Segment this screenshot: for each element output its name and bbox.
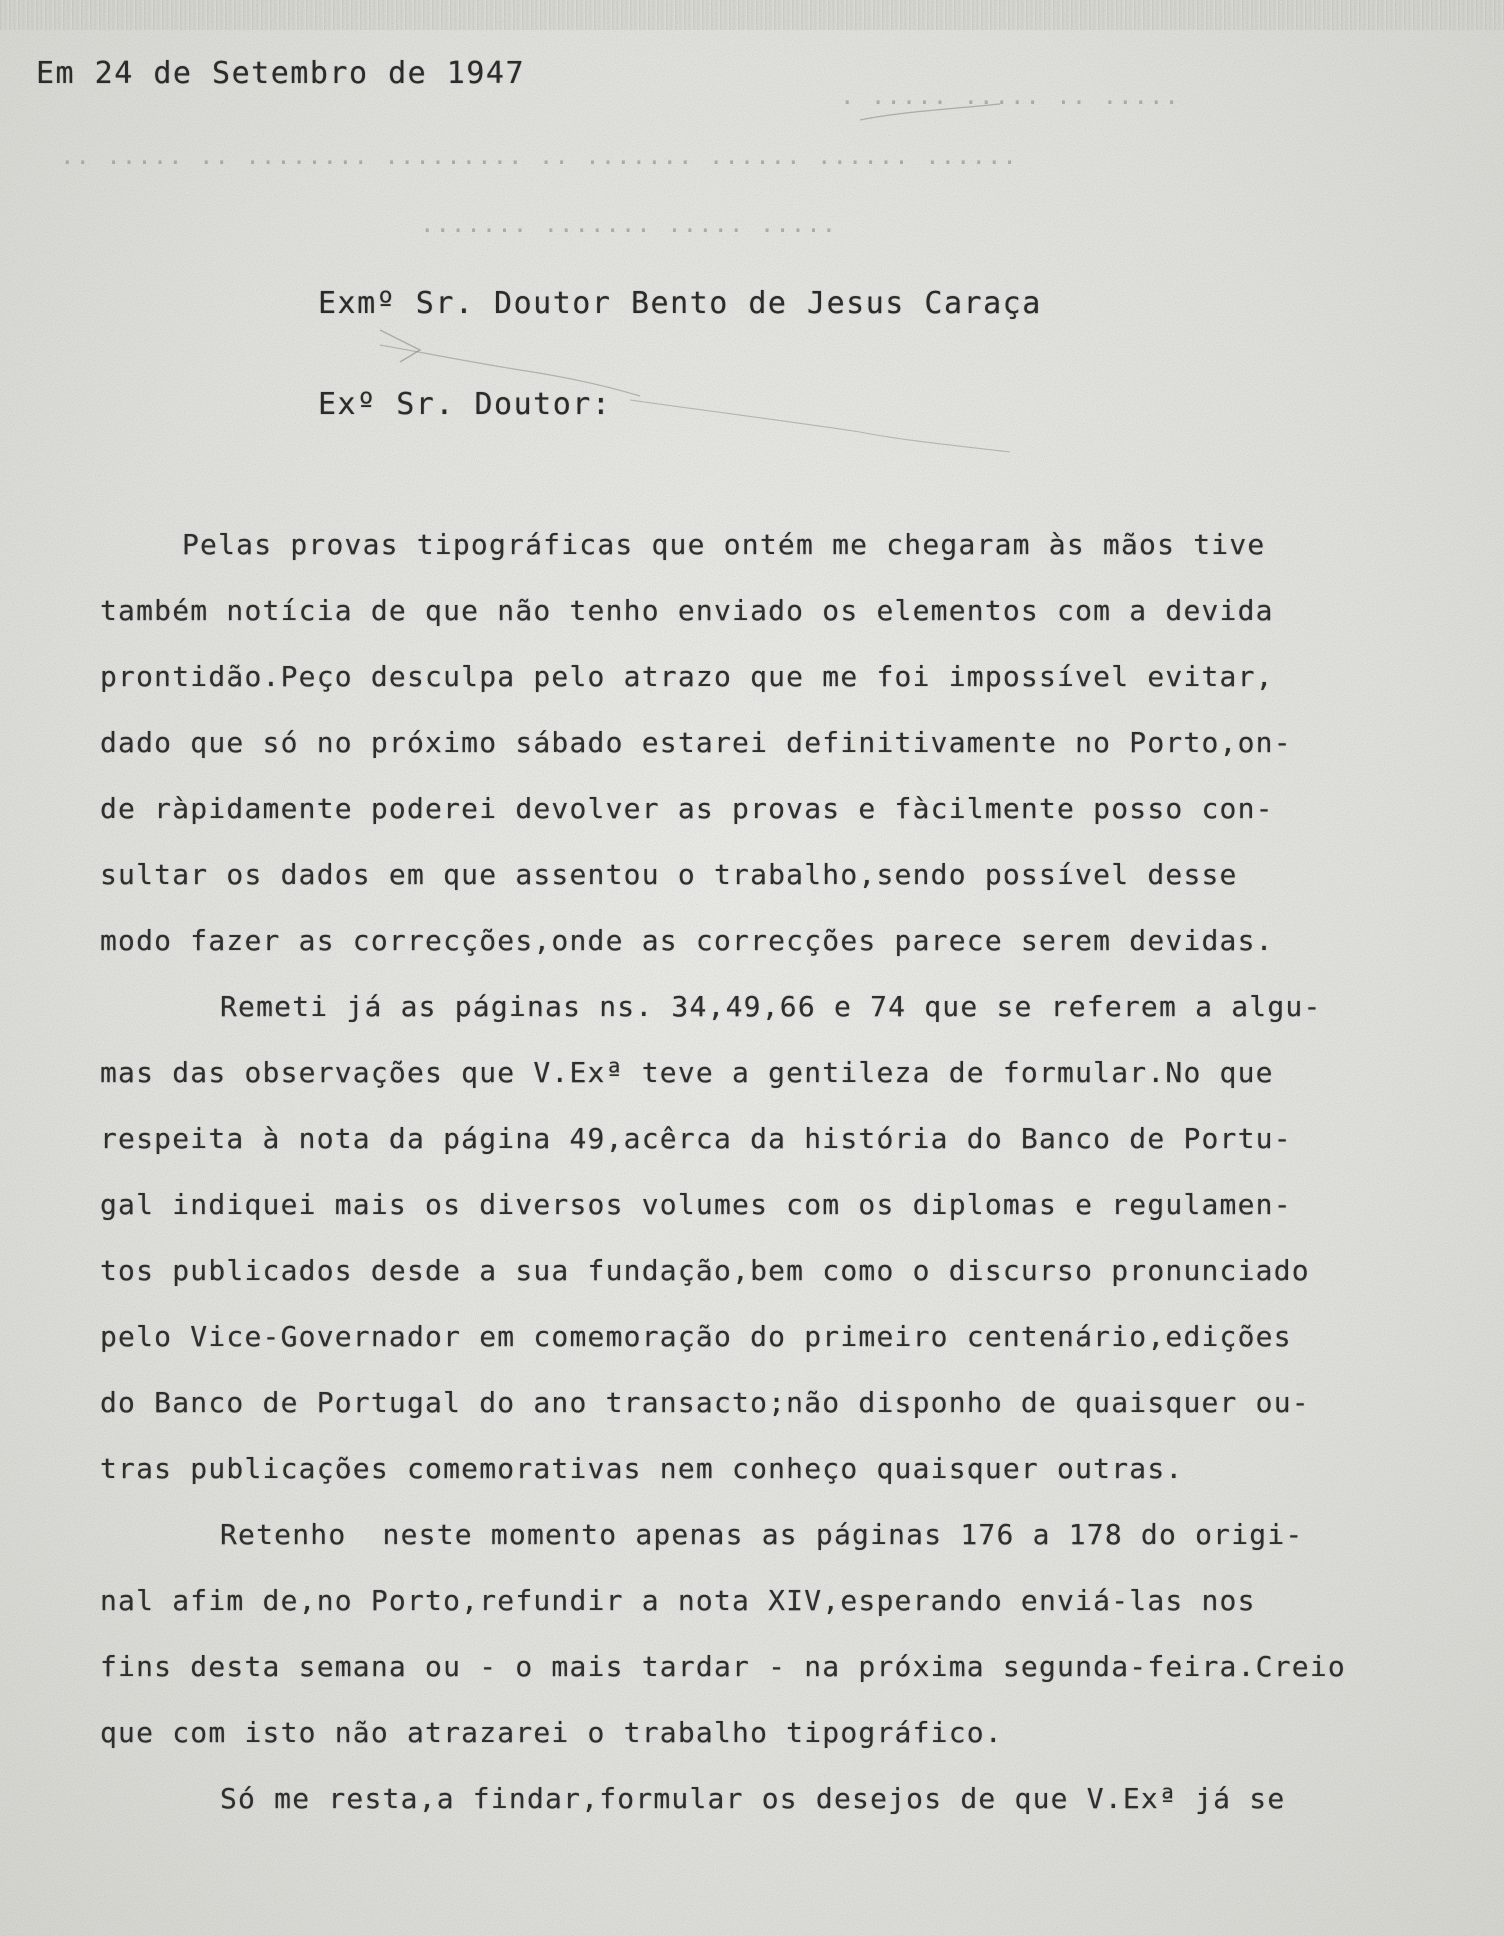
body-line: Remeti já as páginas ns. 34,49,66 e 74 que se referem a algu- [220,990,1322,1023]
letter-body [100,512,1480,1832]
body-line: de ràpidamente poderei devolver as provas e fàcilmente posso con- [100,792,1274,825]
letter-date: Em 24 de Setembro de 1947 [36,56,526,91]
letter-salutation: Exº Sr. Doutor: [318,387,612,422]
bleed-through-mark: ....... ....... ..... ..... [420,210,838,238]
letter-addressee: Exmº Sr. Doutor Bento de Jesus Caraça [318,286,1042,321]
body-line: Pelas provas tipográficas que ontém me chegaram às mãos tive [182,528,1266,561]
body-line: gal indiquei mais os diversos volumes com os diplomas e regulamen- [100,1188,1292,1221]
body-line: tos publicados desde a sua fundação,bem como o discurso pronunciado [100,1254,1310,1287]
body-line: modo fazer as correcções,onde as correcções parece serem devidas. [100,924,1274,957]
body-line: Só me resta,a findar,formular os desejos de que V.Exª já se [220,1782,1286,1815]
scan-edge-noise [0,0,1504,30]
body-line: nal afim de,no Porto,refundir a nota XIV,esperando enviá-las nos [100,1584,1256,1617]
bleed-through-mark: . ..... ..... .. ..... [840,82,1180,110]
body-line: do Banco de Portugal do ano transacto;não disponho de quaisquer ou- [100,1386,1310,1419]
body-line: também notícia de que não tenho enviado os elementos com a devida [100,594,1274,627]
body-line: fins desta semana ou - o mais tardar - na próxima segunda-feira.Creio [100,1650,1346,1683]
body-line: sultar os dados em que assentou o trabalho,sendo possível desse [100,858,1238,891]
body-line: dado que só no próximo sábado estarei definitivamente no Porto,on- [100,726,1292,759]
body-line: pelo Vice-Governador em comemoração do primeiro centenário,edições [100,1320,1292,1353]
body-line: que com isto não atrazarei o trabalho tipográfico. [100,1716,1003,1749]
bleed-through-mark: .. ..... .. ........ ......... .. ....... ...... ...... ...... [60,142,1018,170]
body-line: respeita à nota da página 49,acêrca da história do Banco de Portu- [100,1122,1292,1155]
body-line: tras publicações comemorativas nem conheço quaisquer outras. [100,1452,1184,1485]
body-line: prontidão.Peço desculpa pelo atrazo que me foi impossível evitar, [100,660,1274,693]
body-line: mas das observações que V.Exª teve a gentileza de formular.No que [100,1056,1274,1089]
body-line: Retenho neste momento apenas as páginas 176 a 178 do origi- [220,1518,1304,1551]
